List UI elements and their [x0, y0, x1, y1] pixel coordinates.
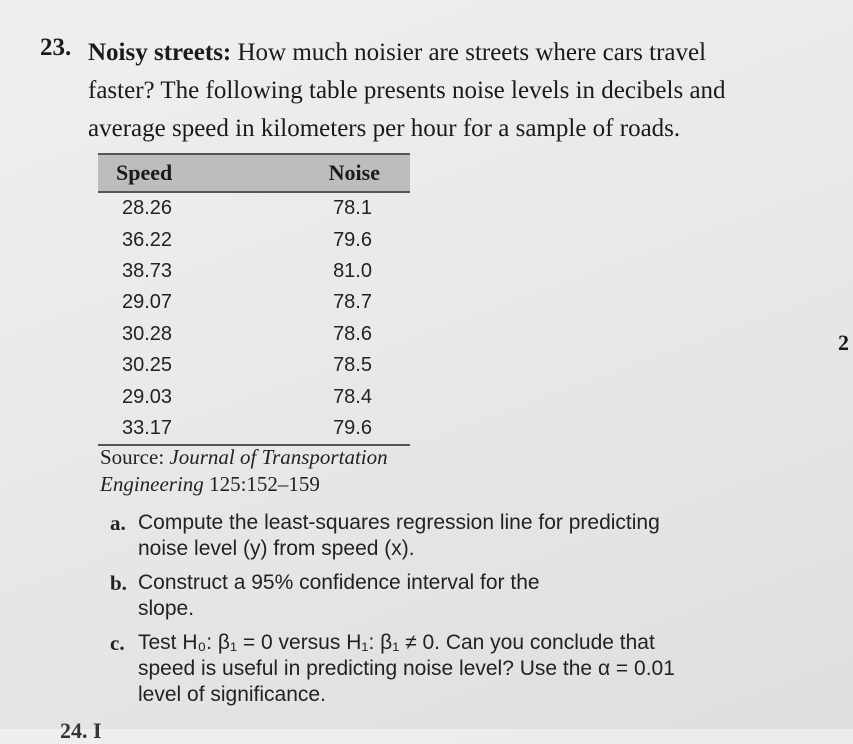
noise-cell: 78.6 [333, 322, 372, 345]
part-label: b. [110, 571, 127, 595]
problem-title: Noisy streets: [88, 39, 232, 66]
problem-line-2: faster? The following table presents noise levels in decibels and [88, 77, 726, 104]
journal-name-line-1: Journal of Transportation [169, 445, 388, 469]
citation-pages: 125:152–159 [203, 472, 320, 496]
source-prefix: Source: [100, 445, 170, 469]
table-row [98, 287, 410, 318]
part-a [110, 510, 730, 562]
problem-number: 23. [40, 34, 72, 61]
noise-cell: 79.6 [333, 228, 372, 251]
speed-cell: 30.25 [122, 354, 173, 377]
table-row [98, 381, 410, 412]
speed-cell: 28.26 [122, 197, 173, 220]
noise-cell: 78.4 [333, 385, 372, 408]
part-text: Test H₀: β₁ = 0 versus H₁: β₁ ≠ 0. Can you conclude that speed is useful in predicting noise level? Use the α = 0.01 level of significance. [138, 631, 675, 706]
table-row [98, 256, 410, 287]
noise-cell: 79.6 [247, 413, 410, 445]
next-problem-cropped: 24. I [60, 718, 102, 743]
table-header-row [98, 154, 410, 192]
noise-cell: 78.5 [333, 354, 372, 377]
part-label: c. [110, 631, 125, 655]
part-text: Compute the least-squares regression line for predicting noise level (y) from speed (x). [138, 511, 660, 560]
table-row [98, 413, 410, 445]
noise-header: Noise [247, 154, 410, 192]
problem-line-3: average speed in kilometers per hour for a sample of roads. [88, 115, 681, 142]
table-row [98, 224, 410, 255]
question-parts [110, 510, 730, 716]
cropped-margin-text: 2 [838, 330, 849, 355]
problem-line-1: How much noisier are streets where cars travel [231, 39, 707, 66]
part-label: a. [110, 511, 126, 535]
speed-cell: 29.07 [122, 291, 173, 314]
part-text: Construct a 95% confidence interval for the slope. [138, 571, 540, 620]
speed-cell: 30.28 [122, 322, 173, 345]
table-row [98, 319, 410, 350]
speed-cell: 29.03 [122, 385, 173, 408]
source-citation [100, 444, 388, 498]
table-row [98, 192, 410, 224]
speed-cell: 38.73 [122, 259, 173, 282]
noise-cell: 81.0 [333, 259, 372, 282]
noise-cell: 78.7 [333, 291, 372, 314]
speed-header: Speed [98, 154, 247, 192]
speed-noise-table [98, 153, 410, 446]
problem-statement [88, 34, 788, 148]
noise-cell: 78.1 [333, 197, 372, 220]
speed-cell: 33.17 [98, 413, 247, 445]
part-b [110, 570, 730, 622]
journal-name-line-2: Engineering [100, 472, 204, 496]
part-c [110, 630, 730, 708]
table-row [98, 350, 410, 381]
speed-cell: 36.22 [122, 228, 173, 251]
